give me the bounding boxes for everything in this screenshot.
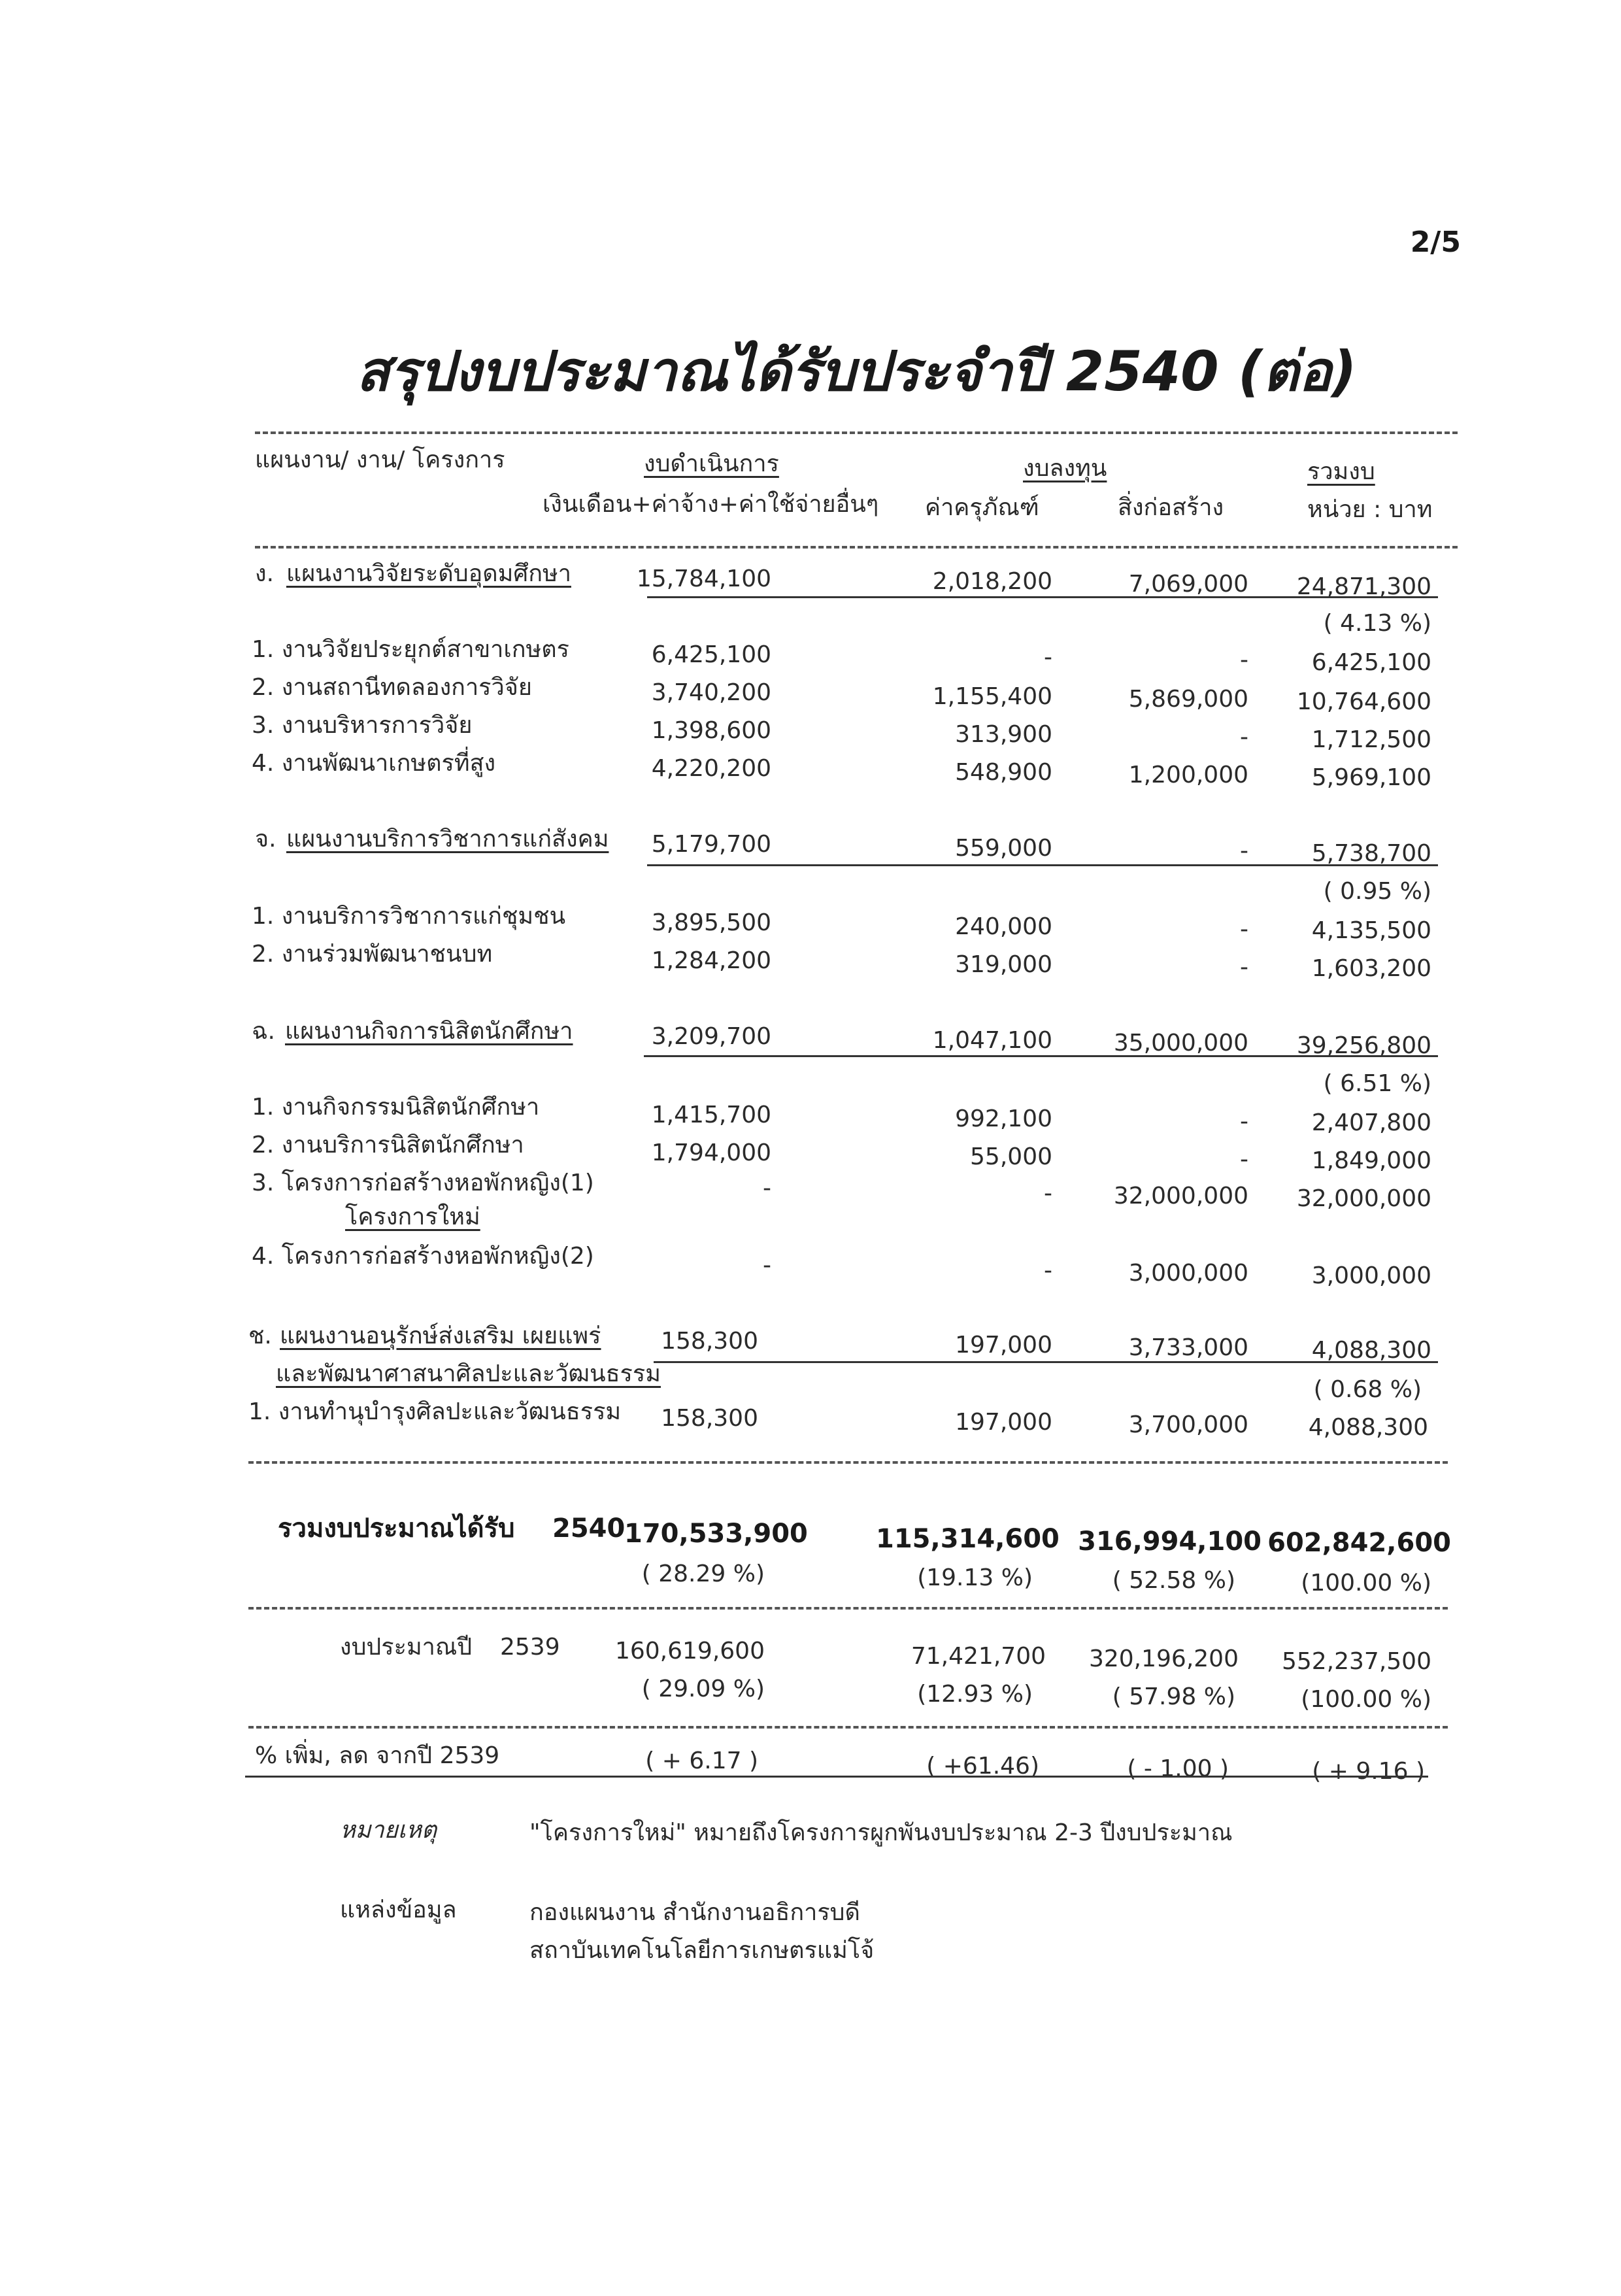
item-operating: 3,895,500 [651, 909, 771, 936]
table-end-divider [248, 1461, 1448, 1464]
item-equipment: 1,155,400 [932, 683, 1052, 710]
item-construction: 32,000,000 [1113, 1183, 1248, 1209]
header-top-divider [255, 431, 1458, 434]
prev-year-equipment: 71,421,700 [911, 1643, 1046, 1670]
header-construction: สิ่งก่อสร้าง [1118, 494, 1224, 521]
item-label: 3. โครงการก่อสร้างหอพักหญิง(1) [252, 1170, 594, 1196]
source-line-1: กองแผนงาน สำนักงานอธิการบดี [529, 1899, 860, 1926]
prev-year-equipment-percent: (12.93 %) [917, 1681, 1033, 1708]
item-construction: - [1240, 1108, 1248, 1135]
item-operating: - [763, 1252, 771, 1279]
item-total: 6,425,100 [1311, 649, 1431, 676]
item-total: 5,969,100 [1311, 764, 1431, 791]
totals-label: รวมงบประมาณได้รับ [278, 1513, 515, 1544]
section-underline [647, 864, 1438, 866]
item-label: 1. งานบริการวิชาการแก่ชุมชน [252, 903, 566, 930]
item-label: 2. งานสถานีทดลองการวิจัย [252, 674, 532, 701]
item-construction: 1,200,000 [1128, 762, 1248, 788]
section-total: 24,871,300 [1296, 573, 1431, 600]
section-percent: ( 0.95 %) [1323, 878, 1431, 905]
remark-label: หมายเหตุ [340, 1817, 437, 1844]
prev-year-operating-percent: ( 29.09 %) [641, 1676, 765, 1702]
header-unit: หน่วย : บาท [1307, 496, 1433, 523]
section-equipment: 197,000 [955, 1332, 1052, 1359]
item-construction: 3,000,000 [1128, 1260, 1248, 1287]
item-operating: 1,398,600 [651, 717, 771, 744]
totals-total: 602,842,600 [1267, 1528, 1451, 1558]
item-operating: 4,220,200 [651, 755, 771, 782]
totals-total-percent: (100.00 %) [1301, 1570, 1431, 1596]
section-prefix: จ. [255, 826, 276, 853]
change-label: % เพิ่ม, ลด จากปี 2539 [255, 1742, 500, 1769]
item-construction: - [1240, 724, 1248, 751]
section-name: แผนงานกิจการนิสิตนักศึกษา [285, 1018, 573, 1045]
change-construction: ( - 1.00 ) [1127, 1755, 1229, 1782]
header-operating: งบดำเนินการ [644, 450, 779, 477]
item-total: 1,712,500 [1311, 726, 1431, 753]
remark-text: "โครงการใหม่" หมายถึงโครงการผูกพันงบประมาณ 2-3 ปีงบประมาณ [529, 1819, 1233, 1846]
item-equipment: 319,000 [955, 951, 1052, 978]
section-prefix: ช. [248, 1323, 272, 1349]
section-name-line2: และพัฒนาศาสนาศิลปะและวัฒนธรรม [276, 1360, 661, 1387]
change-underline [245, 1776, 1428, 1778]
item-total: 4,088,300 [1308, 1414, 1428, 1441]
section-name: แผนงานอนุรักษ์ส่งเสริม เผยแพร่ [280, 1323, 601, 1349]
item-total: 4,135,500 [1311, 917, 1431, 944]
item-equipment: 992,100 [955, 1106, 1052, 1132]
source-line-2: สถาบันเทคโนโลยีการเกษตรแม่โจ้ [529, 1937, 875, 1964]
header-bottom-divider [255, 546, 1458, 549]
header-plan: แผนงาน/ งาน/ โครงการ [255, 447, 505, 473]
section-percent: ( 0.68 %) [1313, 1376, 1422, 1403]
prev-year-label: งบประมาณปี [340, 1634, 473, 1661]
section-total: 39,256,800 [1296, 1032, 1431, 1059]
change-equipment: ( +61.46) [926, 1753, 1039, 1780]
item-total: 3,000,000 [1311, 1262, 1431, 1289]
item-label: 1. งานทำนุบำรุงศิลปะและวัฒนธรรม [248, 1398, 622, 1425]
prev-year-divider [248, 1726, 1448, 1729]
section-construction: 7,069,000 [1128, 571, 1248, 598]
section-equipment: 2,018,200 [932, 568, 1052, 595]
prev-year-construction-percent: ( 57.98 %) [1112, 1683, 1235, 1710]
item-operating: 1,794,000 [651, 1140, 771, 1166]
item-equipment: - [1044, 1257, 1052, 1284]
totals-operating-percent: ( 28.29 %) [641, 1561, 765, 1587]
item-construction: 5,869,000 [1128, 686, 1248, 713]
item-construction: - [1240, 954, 1248, 981]
item-total: 1,603,200 [1311, 955, 1431, 982]
item-construction: - [1240, 647, 1248, 673]
section-percent: ( 4.13 %) [1323, 610, 1431, 637]
item-operating: 1,415,700 [651, 1102, 771, 1128]
section-name: แผนงานวิจัยระดับอุดมศึกษา [286, 560, 571, 587]
section-underline [647, 596, 1438, 598]
section-equipment: 559,000 [955, 835, 1052, 862]
item-equipment: 240,000 [955, 913, 1052, 940]
section-percent: ( 6.51 %) [1323, 1070, 1431, 1097]
item-total: 1,849,000 [1311, 1147, 1431, 1174]
item-total: 32,000,000 [1296, 1185, 1431, 1212]
page-number: 2/5 [1410, 226, 1461, 259]
item-equipment: 313,900 [955, 721, 1052, 748]
item-construction: 3,700,000 [1128, 1411, 1248, 1438]
section-operating: 158,300 [661, 1328, 758, 1355]
item-label: 4. งานพัฒนาเกษตรที่สูง [252, 750, 496, 777]
item-operating: 6,425,100 [651, 641, 771, 668]
item-label: 1. งานกิจกรรมนิสิตนักศึกษา [252, 1094, 540, 1121]
item-operating: - [763, 1175, 771, 1202]
item-label: 2. งานร่วมพัฒนาชนบท [252, 941, 493, 968]
section-operating: 5,179,700 [651, 831, 771, 858]
section-construction: 3,733,000 [1128, 1334, 1248, 1361]
section-underline [654, 1361, 1438, 1363]
item-label: 3. งานบริหารการวิจัย [252, 712, 473, 739]
totals-construction-percent: ( 52.58 %) [1112, 1567, 1235, 1594]
prev-year-total: 552,237,500 [1281, 1648, 1431, 1675]
item-construction: - [1240, 1146, 1248, 1173]
header-total: รวมงบ [1307, 458, 1375, 485]
source-label: แหล่งข้อมูล [340, 1897, 457, 1923]
item-operating: 1,284,200 [651, 947, 771, 974]
section-equipment: 1,047,100 [932, 1027, 1052, 1054]
totals-equipment-percent: (19.13 %) [917, 1564, 1033, 1591]
new-project-label: โครงการใหม่ [345, 1204, 480, 1230]
section-prefix: ฉ. [252, 1018, 275, 1045]
item-label: 1. งานวิจัยประยุกต์สาขาเกษตร [252, 636, 569, 663]
section-total: 4,088,300 [1311, 1337, 1431, 1364]
header-operating-sub: เงินเดือน+ค่าจ้าง+ค่าใช้จ่ายอื่นๆ [543, 491, 879, 518]
item-label: 4. โครงการก่อสร้างหอพักหญิง(2) [252, 1243, 594, 1270]
section-construction: 35,000,000 [1113, 1030, 1248, 1056]
item-operating: 3,740,200 [651, 679, 771, 706]
prev-year-total-percent: (100.00 %) [1301, 1686, 1431, 1713]
prev-year-year: 2539 [500, 1634, 560, 1661]
header-equipment: ค่าครุภัณฑ์ [925, 494, 1039, 521]
section-total: 5,738,700 [1311, 840, 1431, 867]
totals-year: 2540 [552, 1513, 626, 1544]
item-total: 2,407,800 [1311, 1109, 1431, 1136]
section-construction: - [1240, 837, 1248, 864]
change-operating: ( + 6.17 ) [645, 1747, 758, 1774]
item-equipment: 548,900 [955, 759, 1052, 786]
totals-equipment: 115,314,600 [876, 1524, 1060, 1554]
totals-divider [248, 1607, 1448, 1610]
page-title: สรุปงบประมาณได้รับประจำปี 2540 (ต่อ) [356, 339, 1357, 403]
section-prefix: ง. [255, 560, 275, 587]
section-underline [644, 1055, 1438, 1057]
item-construction: - [1240, 916, 1248, 943]
item-label: 2. งานบริการนิสิตนักศึกษา [252, 1132, 524, 1158]
prev-year-operating: 160,619,600 [614, 1638, 765, 1664]
totals-construction: 316,994,100 [1078, 1527, 1262, 1557]
totals-operating: 170,533,900 [624, 1519, 808, 1549]
section-operating: 15,784,100 [636, 566, 771, 592]
item-equipment: 197,000 [955, 1409, 1052, 1436]
header-investment: งบลงทุน [1023, 455, 1107, 482]
item-total: 10,764,600 [1296, 688, 1431, 715]
prev-year-construction: 320,196,200 [1088, 1646, 1239, 1672]
item-equipment: 55,000 [970, 1143, 1052, 1170]
item-equipment: - [1044, 1180, 1052, 1207]
section-name: แผนงานบริการวิชาการแก่สังคม [286, 826, 609, 853]
change-total: ( + 9.16 ) [1312, 1758, 1425, 1785]
item-equipment: - [1044, 644, 1052, 671]
item-operating: 158,300 [661, 1405, 758, 1432]
section-operating: 3,209,700 [651, 1023, 771, 1050]
